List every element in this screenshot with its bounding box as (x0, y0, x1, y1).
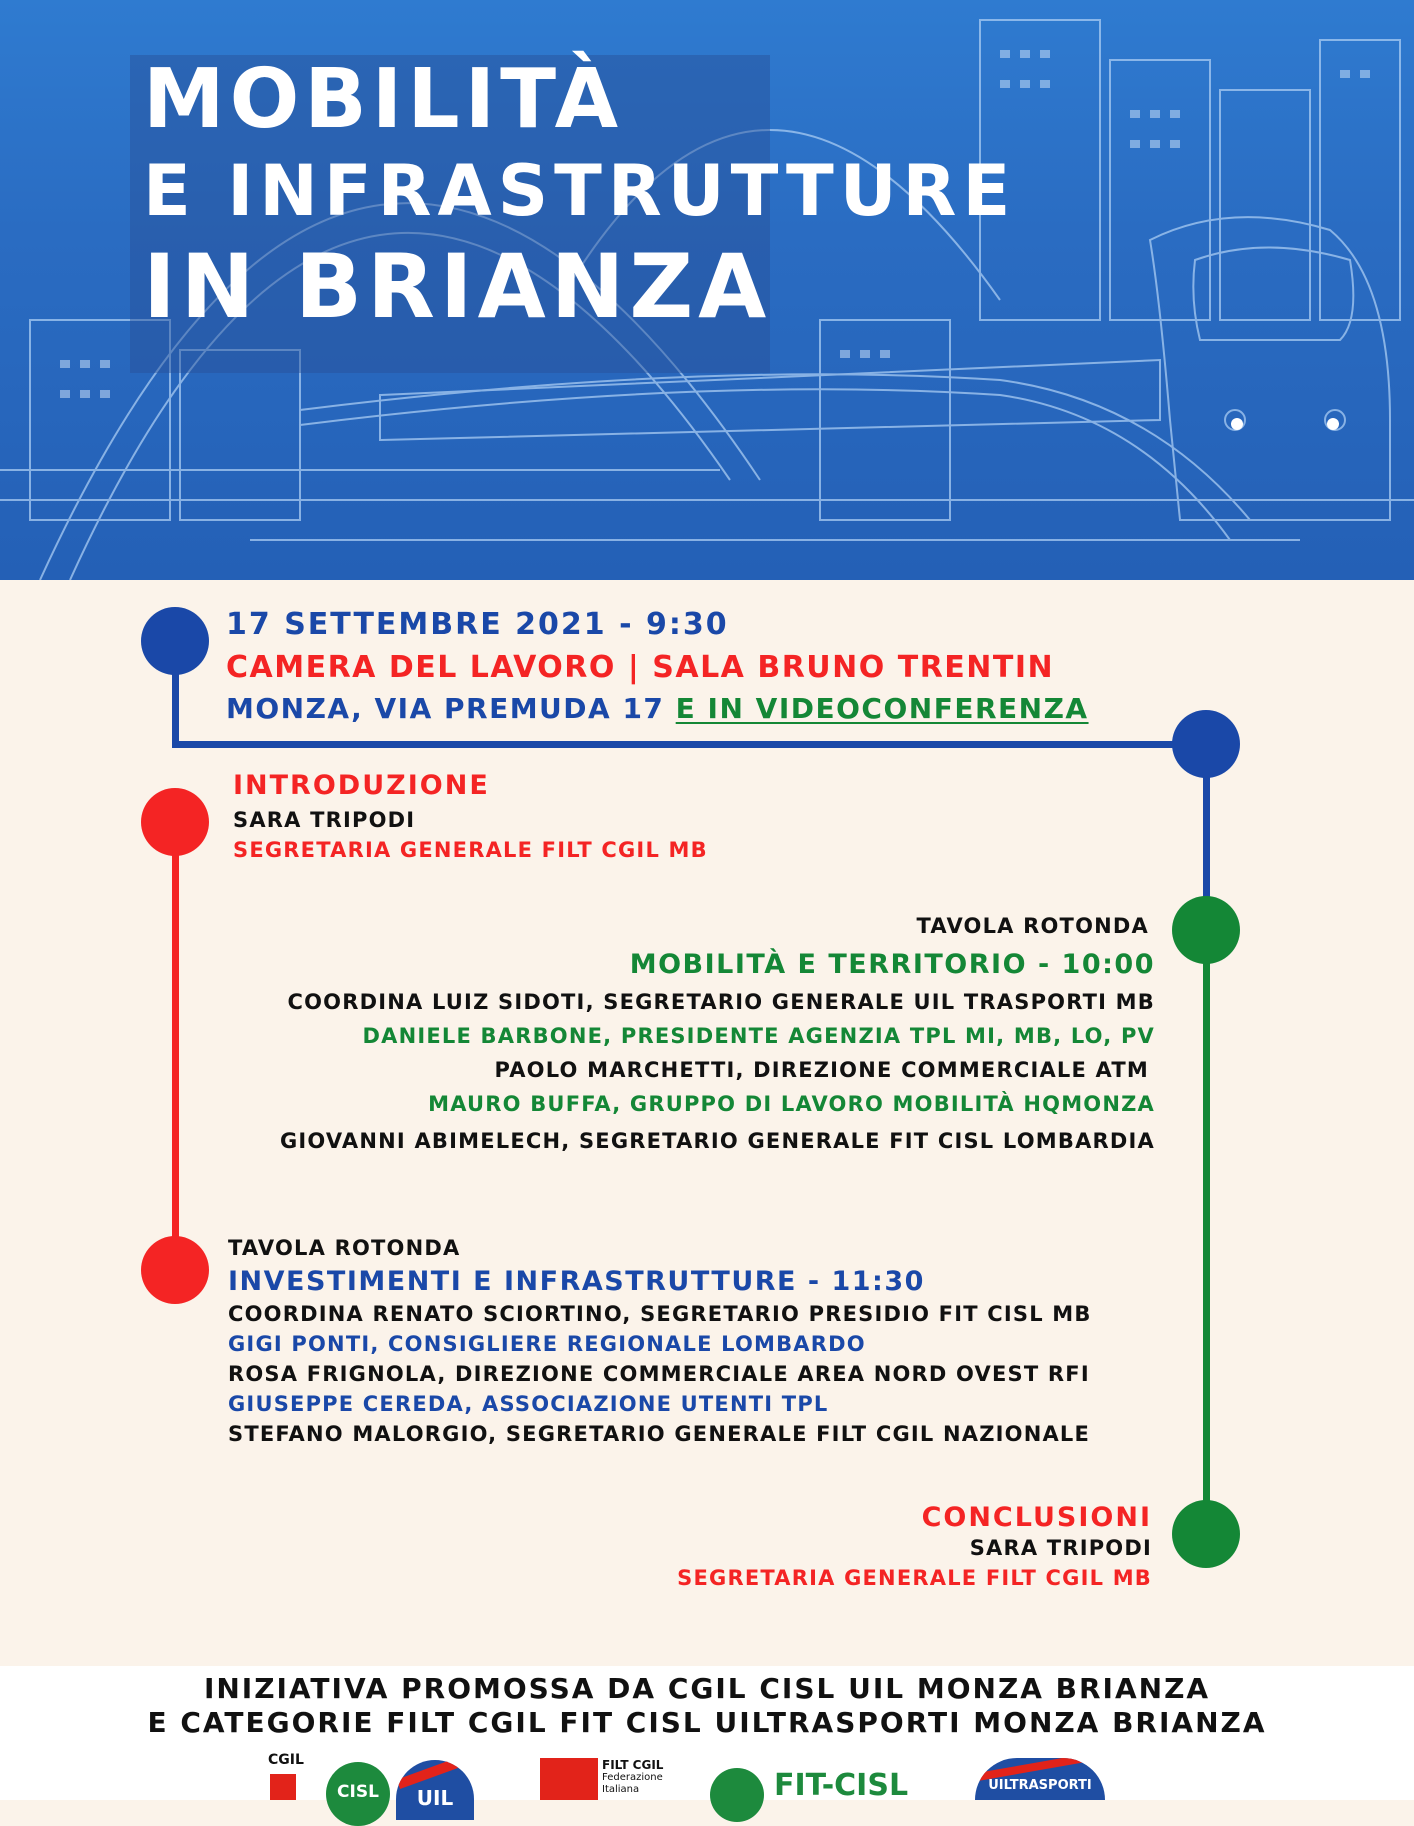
event-address-line (226, 692, 1089, 725)
uil-logo-stripe (397, 1760, 474, 1789)
cgil-logo-label: CGIL (268, 1752, 304, 1768)
footer-line-1: INIZIATIVA PROMOSSA DA CGIL CISL UIL MONZA BRIANZA (203, 1672, 1211, 1705)
videoconference-link[interactable]: E IN VIDEOCONFERENZA (675, 692, 1089, 725)
filt-cgil-logo (540, 1758, 670, 1800)
panel2-row: GIGI PONTI, CONSIGLIERE REGIONALE LOMBARDO (228, 1332, 866, 1356)
uiltrasporti-label: UILTRASPORTI (988, 1778, 1092, 1793)
event-venue: CAMERA DEL LAVORO | SALA BRUNO TRENTIN (226, 650, 1055, 685)
event-address: MONZA, VIA PREMUDA 17 (226, 692, 665, 725)
panel2-row: ROSA FRIGNOLA, DIREZIONE COMMERCIALE AREA NORD OVEST RFI (228, 1362, 1090, 1386)
timeline-dot-switch (1172, 710, 1240, 778)
panel1-row: MAURO BUFFA, GRUPPO DI LAVORO MOBILITÀ HQMONZA (428, 1092, 1155, 1116)
footer (0, 1666, 1414, 1810)
filt-cgil-mark (540, 1758, 598, 1800)
uiltrasporti-logo (975, 1758, 1105, 1800)
panel1-row: COORDINA LUIZ SIDOTI, SEGRETARIO GENERALE UIL TRASPORTI MB (287, 990, 1155, 1014)
panel2-title: INVESTIMENTI E INFRASTRUTTURE - 11:30 (228, 1266, 925, 1297)
intro-speaker: SARA TRIPODI (233, 808, 416, 832)
panel2-row: STEFANO MALORGIO, SEGRETARIO GENERALE FILT CGIL NAZIONALE (228, 1422, 1091, 1446)
timeline-dot-conclusion (1172, 1500, 1240, 1568)
timeline-dot-intro (141, 788, 209, 856)
conclusion-heading: CONCLUSIONI (921, 1502, 1152, 1533)
panel2-row: COORDINA RENATO SCIORTINO, SEGRETARIO PRESIDIO FIT CISL MB (228, 1302, 1092, 1326)
timeline-red-vertical (172, 812, 179, 1272)
panel1-label: TAVOLA ROTONDA (916, 914, 1149, 938)
cgil-red-square (270, 1774, 296, 1800)
panel2-label: TAVOLA ROTONDA (228, 1236, 461, 1260)
timeline-dot-panel2 (141, 1236, 209, 1304)
timeline-dot-start (141, 607, 209, 675)
filt-cgil-sub1: Federazione (602, 1772, 663, 1783)
title-line-1: MOBILITÀ (143, 52, 624, 147)
uil-logo (396, 1760, 474, 1820)
event-datetime: 17 SETTEMBRE 2021 - 9:30 (226, 607, 729, 642)
intro-role: SEGRETARIA GENERALE FILT CGIL MB (233, 838, 708, 862)
panel1-row: PAOLO MARCHETTI, DIREZIONE COMMERCIALE ATM (494, 1058, 1149, 1082)
cgil-logo (268, 1752, 320, 1800)
panel1-title: MOBILITÀ E TERRITORIO - 10:00 (629, 949, 1155, 980)
hero-banner (0, 0, 1414, 580)
panel1-row: DANIELE BARBONE, PRESIDENTE AGENZIA TPL MI, MB, LO, PV (362, 1024, 1155, 1048)
fit-cisl-mark (710, 1768, 764, 1822)
filt-cgil-sub2: Italiana (602, 1784, 640, 1795)
footer-line-2: E CATEGORIE FILT CGIL FIT CISL UILTRASPORTI MONZA BRIANZA (147, 1706, 1267, 1739)
panel2-row: GIUSEPPE CEREDA, ASSOCIAZIONE UTENTI TPL (228, 1392, 829, 1416)
timeline-dot-panel1 (1172, 896, 1240, 964)
title-line-2: E INFRASTRUTTURE (143, 150, 1017, 232)
fit-cisl-logo (710, 1766, 930, 1803)
conclusion-speaker: SARA TRIPODI (969, 1536, 1152, 1560)
panel1-row: GIOVANNI ABIMELECH, SEGRETARIO GENERALE FIT CISL LOMBARDIA (279, 1129, 1155, 1153)
uil-logo-label: UIL (416, 1786, 454, 1810)
timeline-blue-horizontal (172, 741, 1212, 748)
fit-cisl-label: FIT-CISL (774, 1768, 909, 1803)
title-line-3: IN BRIANZA (143, 235, 772, 338)
filt-cgil-label: FILT CGIL (602, 1758, 664, 1772)
timeline-green-vertical (1203, 921, 1210, 1541)
intro-heading: INTRODUZIONE (233, 770, 490, 801)
conclusion-role: SEGRETARIA GENERALE FILT CGIL MB (677, 1566, 1152, 1590)
cisl-logo-label: CISL (337, 1782, 379, 1802)
cisl-logo (326, 1762, 390, 1826)
